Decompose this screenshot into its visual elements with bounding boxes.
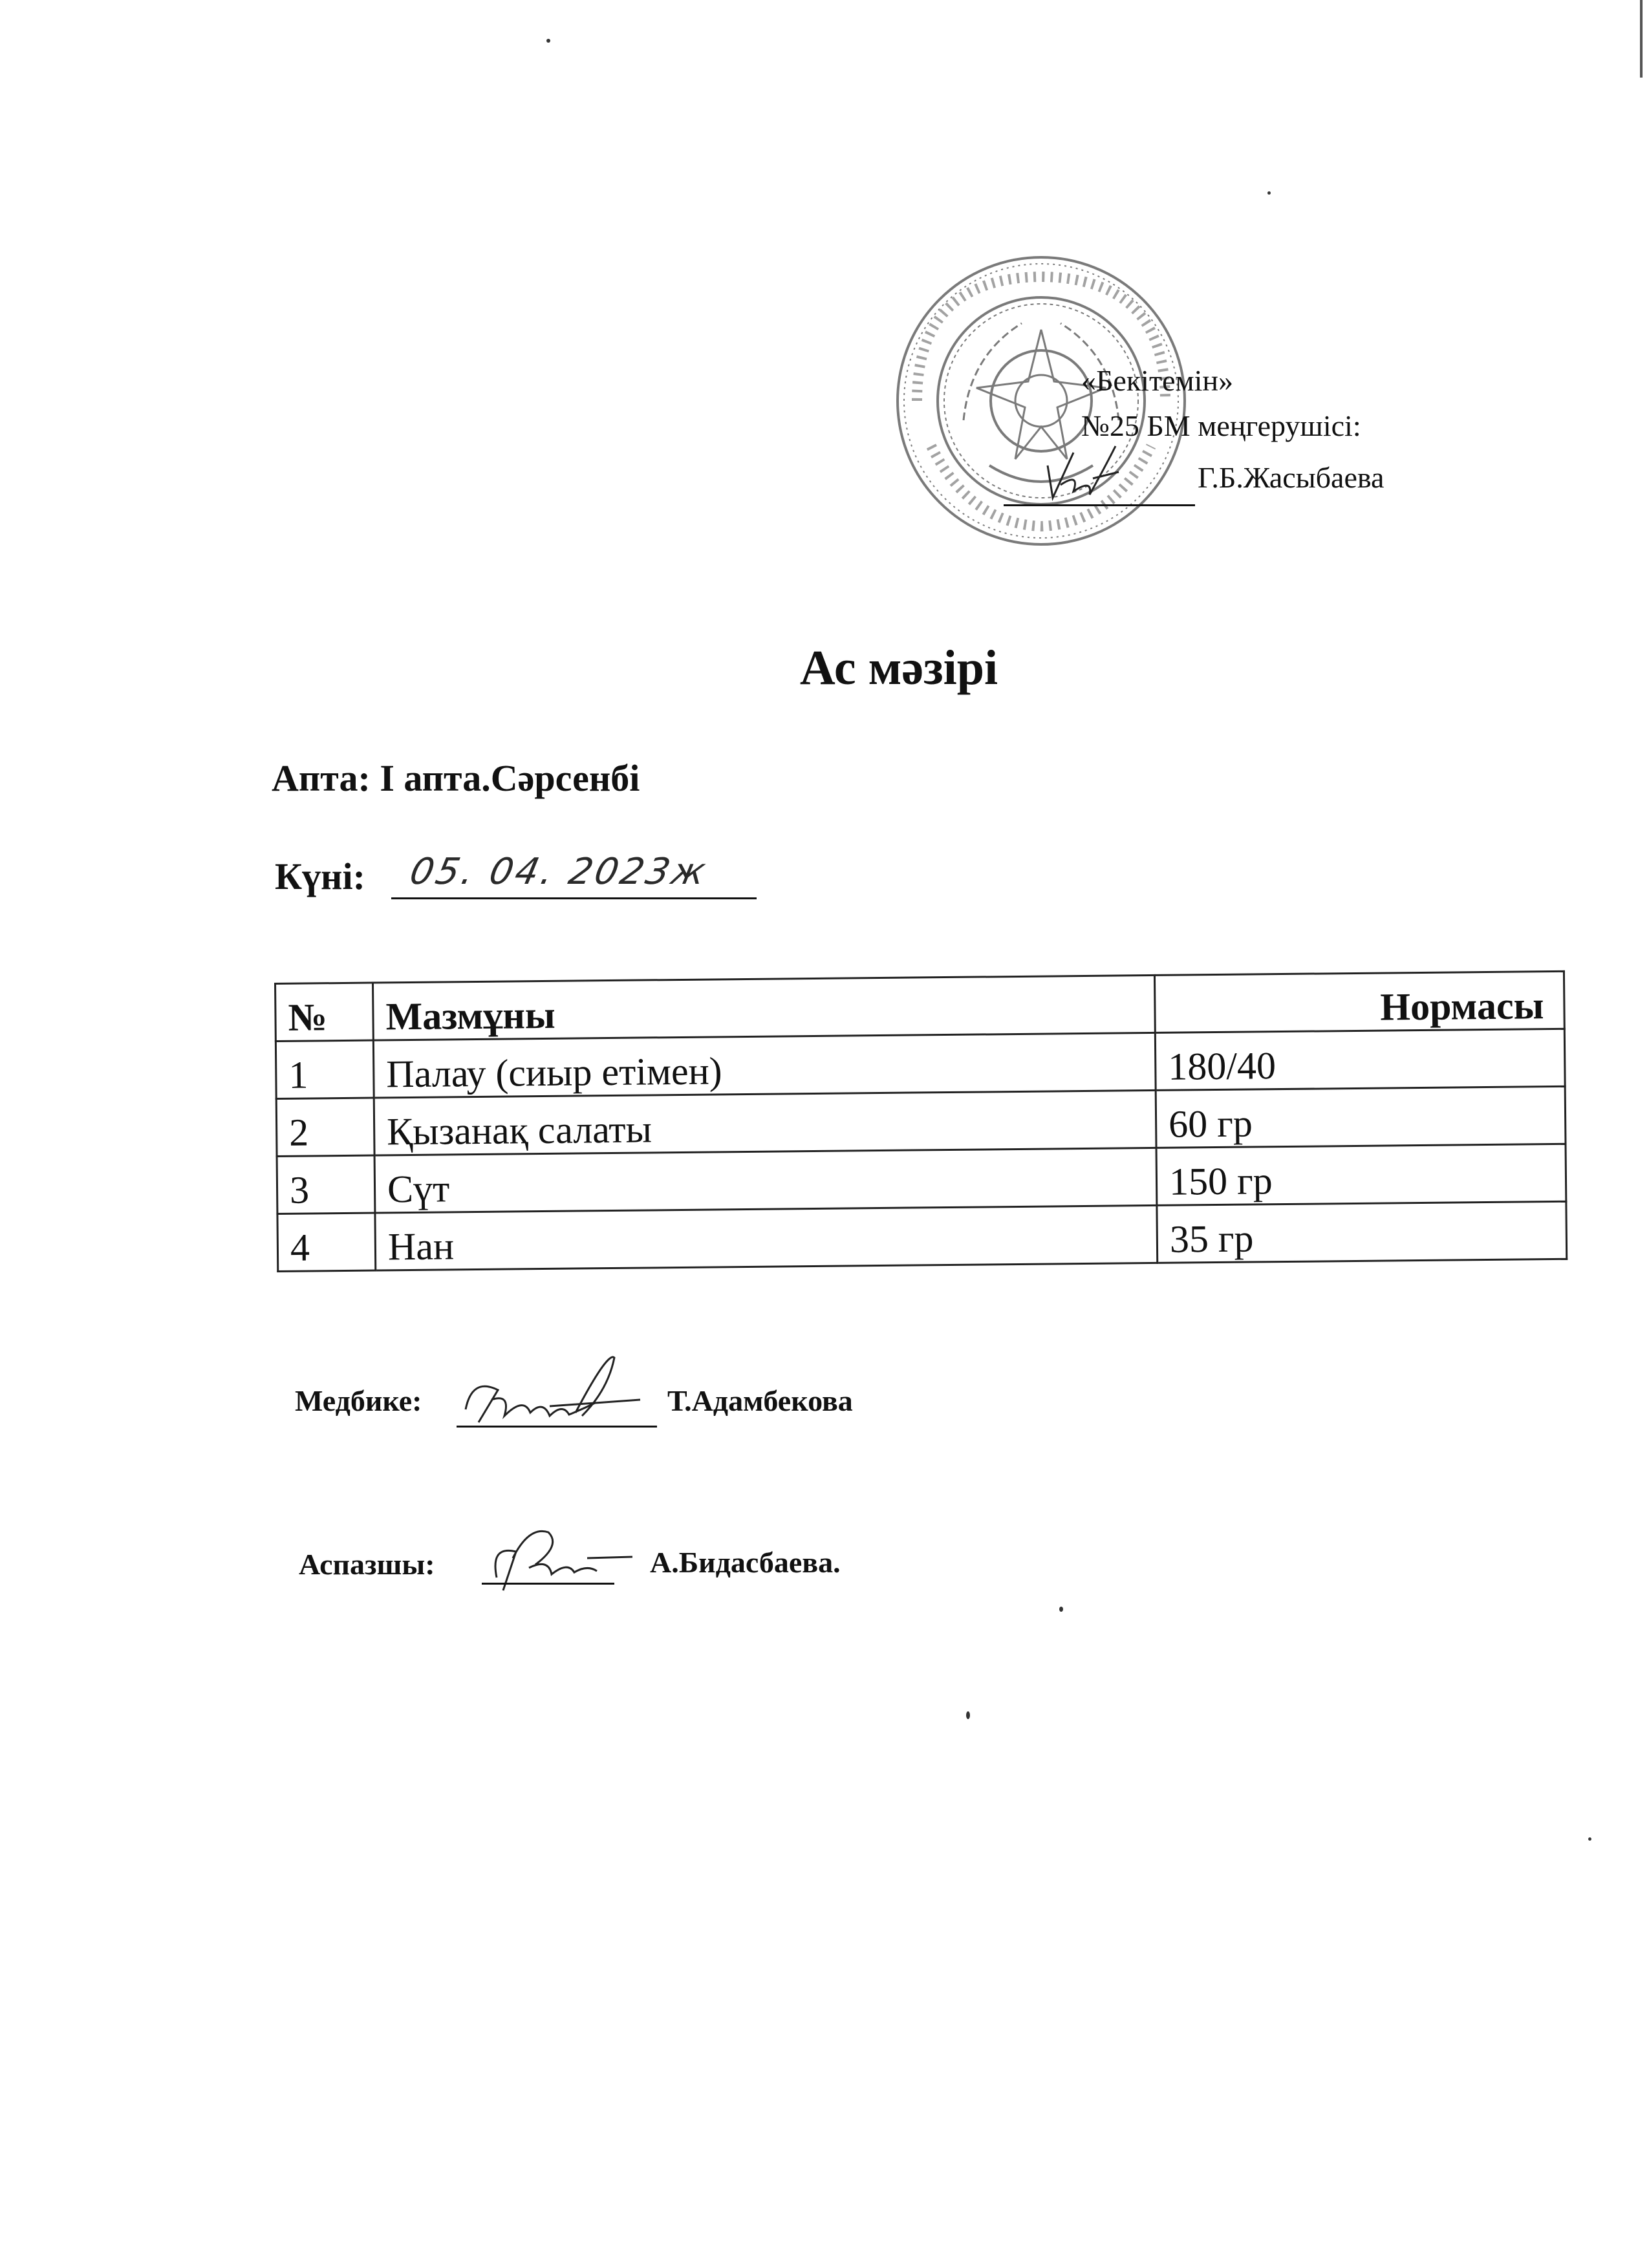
row-norm: 180/40	[1155, 1029, 1565, 1090]
menu-table	[274, 970, 1568, 1272]
date-label: Күні:	[275, 855, 365, 897]
row-number: 1	[275, 1040, 374, 1098]
date-handwritten-value: 05. 04. 2023ж	[406, 851, 712, 893]
row-number: 2	[276, 1098, 374, 1156]
week-line: Апта: I апта.Сәрсенбі	[272, 757, 640, 799]
approval-role: №25 БМ меңгерушісі:	[1081, 409, 1361, 442]
cook-signature	[477, 1513, 645, 1603]
approval-signature-line	[1004, 504, 1195, 506]
scan-speck	[1588, 1837, 1591, 1841]
scan-speck	[546, 39, 550, 43]
document-title: Ас мәзірі	[799, 641, 998, 695]
approval-name: Г.Б.Жасыбаева	[1198, 461, 1385, 494]
cook-label: Аспазшы:	[299, 1548, 435, 1581]
row-norm: 150 гр	[1156, 1144, 1566, 1205]
table-row	[277, 1201, 1567, 1271]
cook-name: А.Бидасбаева.	[650, 1546, 841, 1579]
scan-speck	[1059, 1607, 1063, 1612]
director-signature	[1035, 440, 1125, 511]
row-content: Сүт	[374, 1148, 1157, 1213]
row-norm: 35 гр	[1157, 1201, 1567, 1263]
row-number: 4	[277, 1213, 376, 1271]
approval-title: «Бекітемін»	[1081, 364, 1233, 397]
scan-edge	[1640, 0, 1643, 78]
scan-speck	[1267, 191, 1271, 195]
cook-signature-line	[482, 1583, 614, 1585]
nurse-signature-line	[457, 1426, 657, 1428]
header-content: Мазмұны	[373, 975, 1156, 1040]
nurse-label: Медбике:	[295, 1384, 422, 1417]
row-content: Қызанақ салаты	[374, 1090, 1156, 1155]
scan-speck	[966, 1711, 970, 1719]
date-underline	[391, 897, 757, 899]
row-content: Палау (сиыр етімен)	[373, 1032, 1156, 1098]
header-number: №	[275, 983, 374, 1041]
header-norm: Нормасы	[1154, 971, 1564, 1032]
row-norm: 60 гр	[1156, 1086, 1566, 1148]
nurse-name: Т.Адамбекова	[667, 1384, 853, 1417]
row-content: Нан	[375, 1205, 1158, 1270]
row-number: 3	[277, 1155, 375, 1214]
